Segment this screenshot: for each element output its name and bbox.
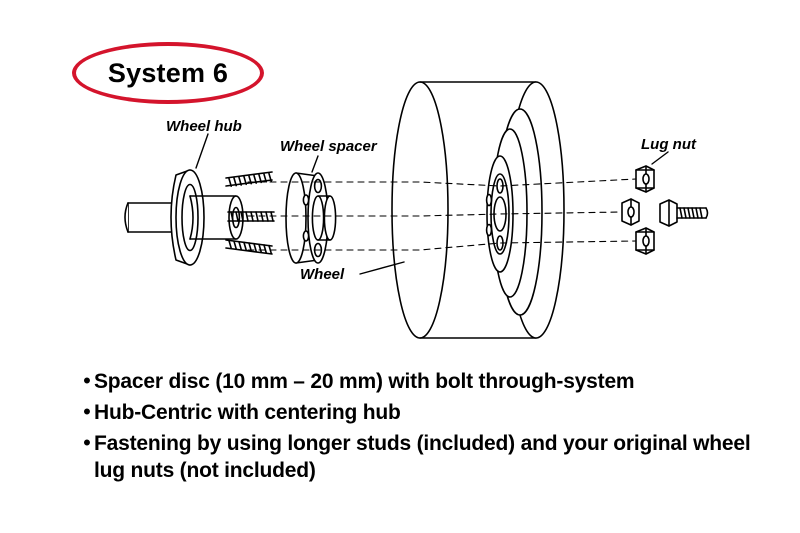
label-wheel: Wheel [300, 266, 345, 283]
bullet-icon: • [83, 368, 91, 393]
list-item-text: Fastening by using longer studs (included) and your original wheel lug nuts (not included) [94, 432, 751, 482]
bullet-icon: • [83, 430, 91, 455]
bullet-icon: • [83, 399, 91, 424]
list-item [80, 430, 780, 484]
wheel-hub-assembly [171, 170, 274, 265]
list-item [80, 399, 780, 426]
list-item-text: Hub-Centric with centering hub [94, 401, 401, 424]
wheel-tire-assembly [392, 82, 564, 338]
lug-nut-bottom [636, 228, 654, 254]
feature-list [80, 368, 780, 488]
lug-nut-middle [622, 199, 708, 226]
label-wheel-hub: Wheel hub [166, 118, 242, 135]
label-lug-nut: Lug nut [641, 136, 696, 153]
system-title-label: System 6 [107, 57, 229, 88]
lug-nut-top [636, 166, 654, 192]
list-item-text: Spacer disc (10 mm – 20 mm) with bolt through-system [94, 370, 635, 393]
list-item [80, 368, 780, 395]
label-wheel-spacer: Wheel spacer [280, 138, 377, 155]
